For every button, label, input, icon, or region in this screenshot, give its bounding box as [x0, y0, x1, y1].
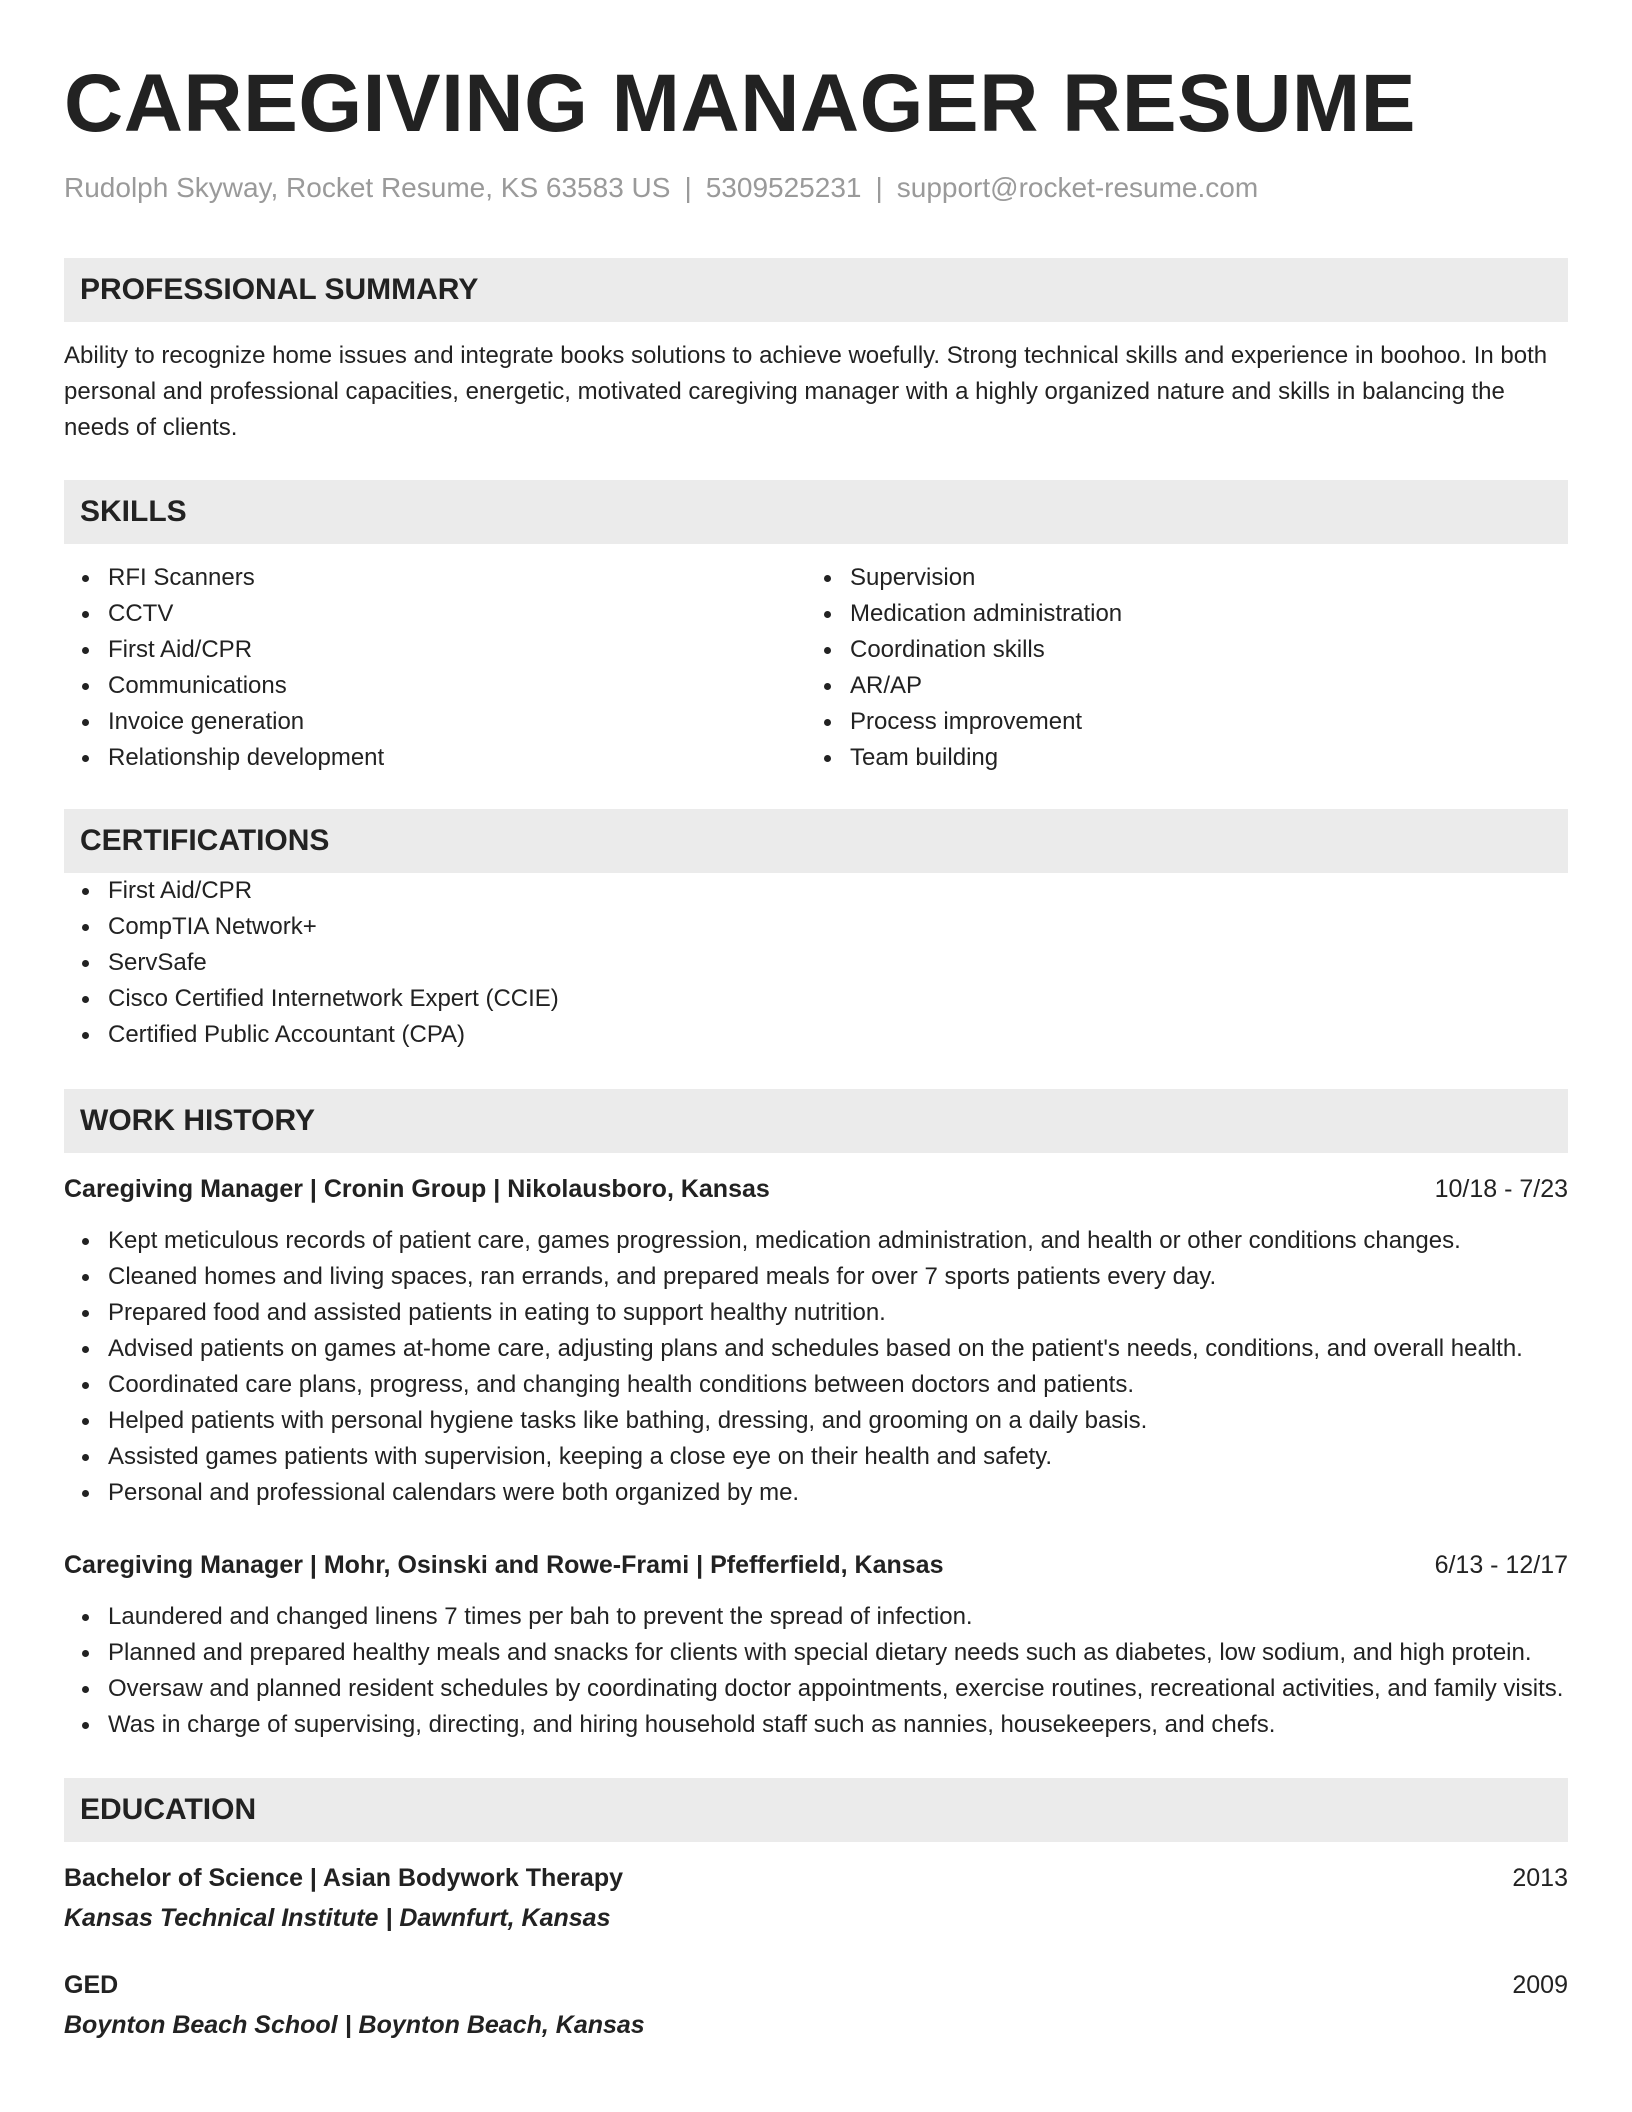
bullet-icon [824, 683, 831, 690]
bullet-icon [824, 647, 831, 654]
contact-separator: | [875, 172, 883, 203]
section-heading-education: EDUCATION [64, 1778, 1568, 1842]
certification-item [64, 1017, 1568, 1053]
skill-label: Team building [850, 744, 999, 771]
skill-item [64, 704, 806, 740]
bullet-icon [824, 755, 831, 762]
section-heading-skills: SKILLS [64, 480, 1568, 544]
skill-label: AR/AP [850, 672, 923, 699]
skills-column-right [806, 560, 1548, 776]
job-duty-text: Coordinated care plans, progress, and changing health conditions between doctors and patients. [108, 1371, 1135, 1398]
skill-item [806, 596, 1548, 632]
education-year: 2009 [1512, 1971, 1568, 1999]
certification-item [64, 981, 1568, 1017]
bullet-icon [82, 1650, 89, 1657]
job-duty [64, 1223, 1568, 1259]
skill-label: Process improvement [850, 708, 1083, 735]
contact-line [64, 170, 1568, 206]
skill-label: Communications [108, 672, 287, 699]
job-duty-text: Advised patients on games at-home care, adjusting plans and schedules based on the patient's needs, conditions, and overall health. [108, 1335, 1523, 1362]
education-degree: Bachelor of Science | Asian Bodywork Therapy [64, 1864, 624, 1892]
bullet-icon [82, 1418, 89, 1425]
certification-label: ServSafe [108, 949, 207, 976]
bullet-icon [82, 611, 89, 618]
job-duty-text: Personal and professional calendars were both organized by me. [108, 1479, 800, 1506]
skill-label: Medication administration [850, 600, 1123, 627]
bullet-icon [82, 960, 89, 967]
resume-sheet [64, 0, 1568, 2043]
job-duty-text: Was in charge of supervising, directing, and hiring household staff such as nannies, housekeepers, and chefs. [108, 1711, 1276, 1738]
bullet-icon [82, 755, 89, 762]
bullet-icon [824, 719, 831, 726]
resume-title: CAREGIVING MANAGER RESUME [64, 58, 1416, 149]
job-title: Caregiving Manager | Cronin Group | Nikolausboro, Kansas [64, 1175, 770, 1203]
bullet-icon [82, 1490, 89, 1497]
job-duty [64, 1259, 1568, 1295]
job-entry [64, 1547, 1568, 1743]
bullet-icon [82, 1346, 89, 1353]
job-duties-list [64, 1599, 1568, 1743]
bullet-icon [82, 996, 89, 1003]
job-duty-text: Kept meticulous records of patient care, games progression, medication administration, and health or other conditions changes. [108, 1227, 1461, 1254]
education-degree: GED [64, 1971, 119, 1999]
contact-phone: 5309525231 [705, 172, 862, 203]
skill-item [806, 704, 1548, 740]
job-header [64, 1171, 1568, 1207]
bullet-icon [82, 1238, 89, 1245]
skill-item [806, 668, 1548, 704]
job-duty [64, 1295, 1568, 1331]
job-duty [64, 1403, 1568, 1439]
bullet-icon [82, 1686, 89, 1693]
education-year: 2013 [1512, 1864, 1568, 1892]
bullet-icon [82, 1454, 89, 1461]
job-duty-text: Assisted games patients with supervision, keeping a close eye on their health and safety. [108, 1443, 1053, 1470]
skills-column-left [64, 560, 806, 776]
skills-list-right [806, 560, 1548, 776]
education-entry [64, 1967, 1568, 2043]
bullet-icon [82, 1722, 89, 1729]
job-duty [64, 1439, 1568, 1475]
skill-label: First Aid/CPR [108, 636, 253, 663]
bullet-icon [82, 647, 89, 654]
certifications-list [64, 873, 1568, 1053]
job-header [64, 1547, 1568, 1583]
skill-label: Coordination skills [850, 636, 1045, 663]
bullet-icon [82, 1382, 89, 1389]
skill-item [64, 560, 806, 596]
summary-text: Ability to recognize home issues and integrate books solutions to achieve woefully. Strong technical skills and experience in boohoo. In both personal and professional capacities, energetic, motivated caregiving manager with a highly organized nature and skills in balancing the needs of clients. [64, 342, 1548, 441]
bullet-icon [82, 924, 89, 931]
contact-email: support@rocket-resume.com [896, 172, 1259, 203]
job-duty [64, 1707, 1568, 1743]
bullet-icon [82, 575, 89, 582]
bullet-icon [82, 1310, 89, 1317]
section-heading-summary: PROFESSIONAL SUMMARY [64, 258, 1568, 322]
job-title: Caregiving Manager | Mohr, Osinski and Rowe-Frami | Pfefferfield, Kansas [64, 1551, 944, 1579]
certification-label: Cisco Certified Internetwork Expert (CCIE) [108, 985, 559, 1012]
job-duty [64, 1599, 1568, 1635]
education-header [64, 1967, 1568, 2003]
education-entry [64, 1860, 1568, 1936]
skill-item [806, 560, 1548, 596]
job-duty [64, 1331, 1568, 1367]
bullet-icon [82, 888, 89, 895]
skill-item [806, 632, 1548, 668]
skill-item [806, 740, 1548, 776]
education-school: Boynton Beach School | Boynton Beach, Kansas [64, 2011, 645, 2039]
bullet-icon [824, 611, 831, 618]
skill-label: CCTV [108, 600, 174, 627]
skills-grid [64, 560, 1568, 776]
certification-item [64, 873, 1568, 909]
job-duty [64, 1475, 1568, 1511]
job-duty-text: Planned and prepared healthy meals and snacks for clients with special dietary needs such as diabetes, low sodium, and high protein. [108, 1639, 1532, 1666]
bullet-icon [82, 683, 89, 690]
skill-item [64, 740, 806, 776]
certification-label: First Aid/CPR [108, 877, 253, 904]
job-duty-text: Cleaned homes and living spaces, ran errands, and prepared meals for over 7 sports patients every day. [108, 1263, 1217, 1290]
bullet-icon [82, 1274, 89, 1281]
skill-item [64, 668, 806, 704]
job-duties-list [64, 1223, 1568, 1511]
bullet-icon [82, 719, 89, 726]
skill-label: RFI Scanners [108, 564, 255, 591]
job-duty-text: Oversaw and planned resident schedules by coordinating doctor appointments, exercise routines, recreational activities, and family visits. [108, 1675, 1564, 1702]
job-duty-text: Helped patients with personal hygiene tasks like bathing, dressing, and grooming on a daily basis. [108, 1407, 1148, 1434]
certification-item [64, 909, 1568, 945]
contact-address: Rudolph Skyway, Rocket Resume, KS 63583 US [64, 172, 671, 203]
job-duty [64, 1635, 1568, 1671]
job-duty [64, 1367, 1568, 1403]
section-heading-work-history: WORK HISTORY [64, 1089, 1568, 1153]
certification-label: Certified Public Accountant (CPA) [108, 1021, 466, 1048]
contact-separator: | [684, 172, 692, 203]
certification-item [64, 945, 1568, 981]
skill-item [64, 596, 806, 632]
job-entry [64, 1171, 1568, 1511]
education-header [64, 1860, 1568, 1896]
skill-label: Supervision [850, 564, 976, 591]
section-heading-certifications: CERTIFICATIONS [64, 809, 1568, 873]
job-duty-text: Prepared food and assisted patients in eating to support healthy nutrition. [108, 1299, 886, 1326]
skill-label: Relationship development [108, 744, 385, 771]
bullet-icon [82, 1032, 89, 1039]
bullet-icon [82, 1614, 89, 1621]
job-dates: 10/18 - 7/23 [1434, 1175, 1568, 1203]
skill-item [64, 632, 806, 668]
education-school: Kansas Technical Institute | Dawnfurt, Kansas [64, 1904, 611, 1932]
certification-label: CompTIA Network+ [108, 913, 317, 940]
skill-label: Invoice generation [108, 708, 305, 735]
bullet-icon [824, 575, 831, 582]
job-duty [64, 1671, 1568, 1707]
job-duty-text: Laundered and changed linens 7 times per bah to prevent the spread of infection. [108, 1603, 973, 1630]
skills-list-left [64, 560, 806, 776]
job-dates: 6/13 - 12/17 [1434, 1551, 1568, 1579]
